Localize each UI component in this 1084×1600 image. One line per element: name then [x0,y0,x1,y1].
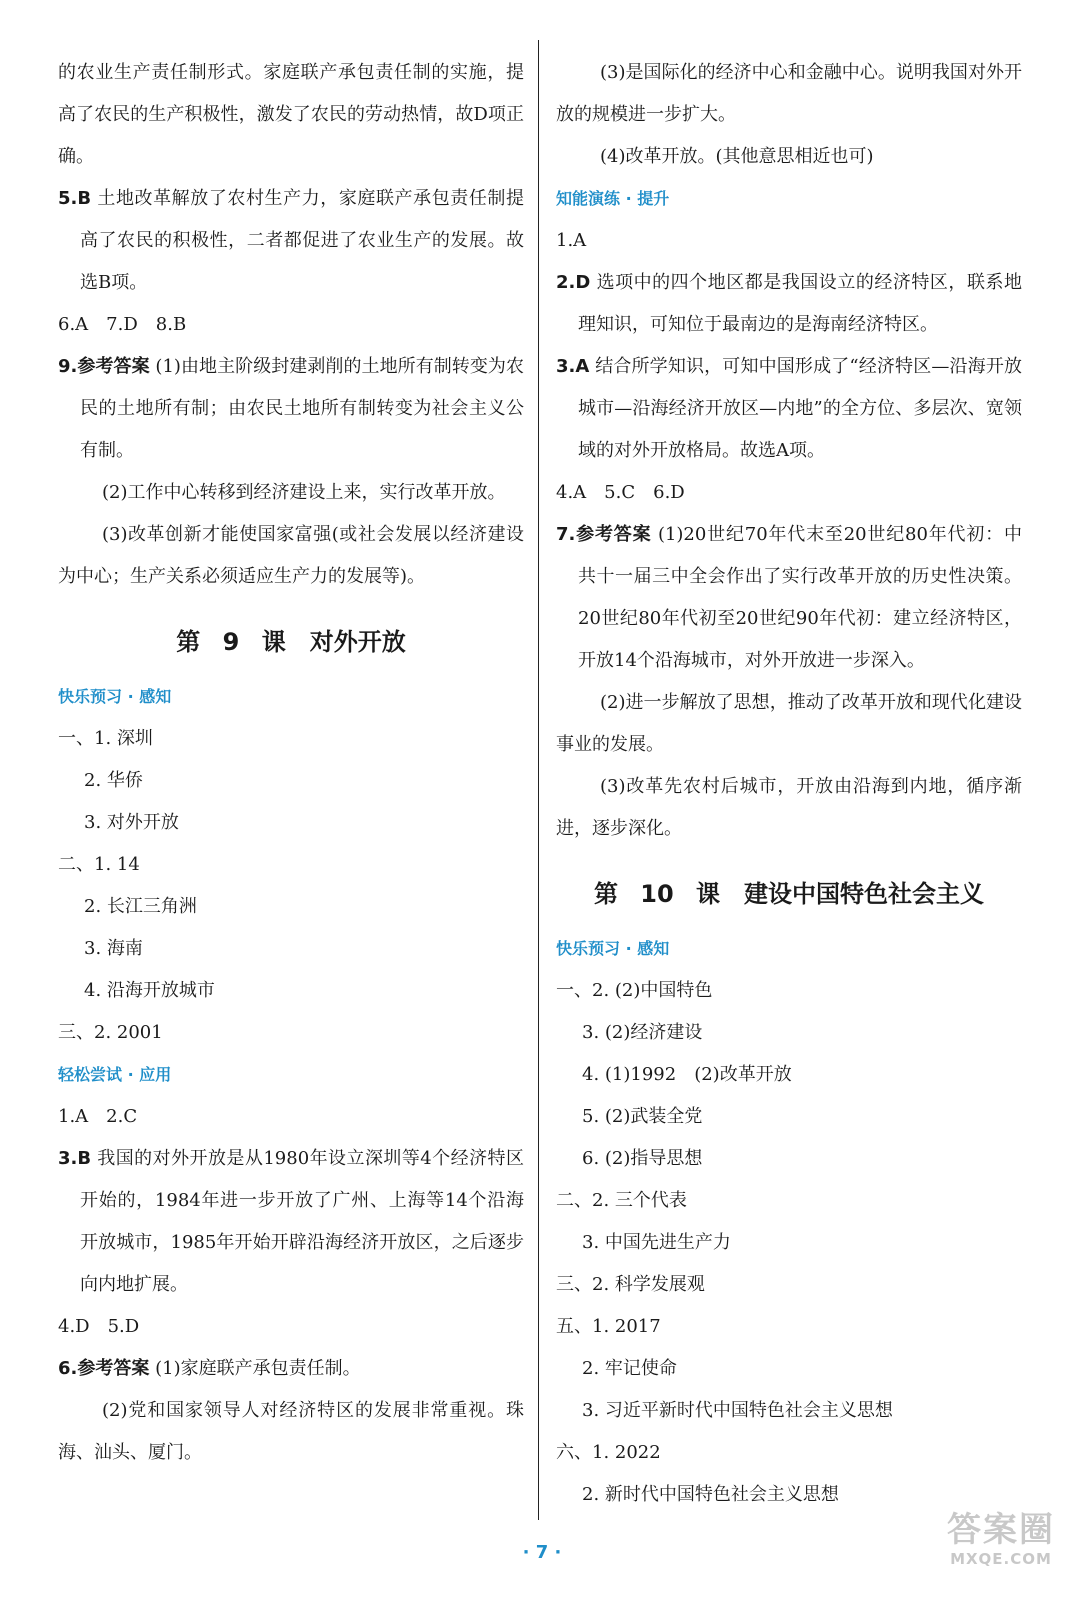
answer-item [556,514,1022,682]
watermark-logo [936,1510,1066,1582]
page-number: · 7 · [522,1542,562,1563]
answer-line: 的农业生产责任制形式。家庭联产承包责任制的实施，提高了农民的生产积极性，激发了农民的劳动热情，故D项正确。 [58,62,524,167]
answer-line: 2. 华侨 [84,770,143,791]
watermark-site: MXQE.COM [950,1550,1052,1568]
answer-number: 6.参考答案 [58,1358,150,1379]
lesson-title: 第 10 课 建设中国特色社会主义 [593,880,985,908]
answer-item [58,1348,524,1390]
answer-item [556,346,1022,472]
answer-paragraph: (3)是国际化的经济中心和金融中心。说明我国对外开放的规模进一步扩大。 [556,62,1022,125]
answer-text: (1)家庭联产承包责任制。 [155,1358,361,1379]
answer-line: 2. 长江三角洲 [84,896,197,917]
answer-line: 1.A [556,230,587,251]
answer-line: 五、1. 2017 [556,1316,661,1337]
answer-number: 5.B [58,188,92,209]
answer-line: 3. 海南 [84,938,143,959]
answer-line: 2. 牢记使命 [582,1358,677,1379]
answer-paragraph: (3)改革创新才能使国家富强(或社会发展以经济建设为中心；生产关系必须适应生产力的发展等)。 [58,524,524,587]
answer-number: 3.B [58,1148,92,1169]
answer-item [58,1138,524,1306]
watermark-text: 答案圈 [947,1510,1055,1550]
answer-paragraph: (3)改革先农村后城市，开放由沿海到内地，循序渐进，逐步深化。 [556,776,1022,839]
answer-item [556,262,1022,346]
column-divider [538,40,539,1520]
answer-line: 4. (1)1992 (2)改革开放 [582,1064,792,1085]
answer-text: (1)20世纪70年代末至20世纪80年代初：中共十一届三中全会作出了实行改革开放的历史性决策。20世纪80年代初至20世纪90年代初：建立经济特区，开放14个沿海城市，对外开放进一步深入。 [578,524,1022,671]
answer-line: 2. 新时代中国特色社会主义思想 [582,1484,839,1505]
answer-text: 选项中的四个地区都是我国设立的经济特区，联系地理知识，可知位于最南边的是海南经济特区。 [578,272,1022,335]
answer-line: 6. (2)指导思想 [582,1148,703,1169]
left-column [58,52,524,1474]
section-heading: 知能演练 · 提升 [556,189,670,208]
answer-line: 三、2. 科学发展观 [556,1274,705,1295]
answer-line: 4.D 5.D [58,1316,140,1337]
answer-number: 9.参考答案 [58,356,150,377]
section-heading: 快乐预习 · 感知 [58,687,172,706]
answer-paragraph: (4)改革开放。(其他意思相近也可) [600,146,874,167]
answer-number: 3.A [556,356,590,377]
answer-line: 三、2. 2001 [58,1022,163,1043]
answer-line: 6.A 7.D 8.B [58,314,187,335]
answer-line: 3. 习近平新时代中国特色社会主义思想 [582,1400,893,1421]
answer-paragraph: (2)工作中心转移到经济建设上来，实行改革开放。 [102,482,506,503]
answer-line: 5. (2)武装全党 [582,1106,703,1127]
answer-line: 3. 对外开放 [84,812,179,833]
answer-line: 二、1. 14 [58,854,140,875]
answer-paragraph: (2)党和国家领导人对经济特区的发展非常重视。珠海、汕头、厦门。 [58,1400,524,1463]
answer-line: 3. 中国先进生产力 [582,1232,731,1253]
answer-text: 我国的对外开放是从1980年设立深圳等4个经济特区开始的，1984年进一步开放了广州、上海等14个沿海开放城市，1985年开始开辟沿海经济开放区，之后逐步向内地扩展。 [80,1148,524,1295]
section-heading: 轻松尝试 · 应用 [58,1065,172,1084]
answer-paragraph: (2)进一步解放了思想，推动了改革开放和现代化建设事业的发展。 [556,692,1022,755]
section-heading: 快乐预习 · 感知 [556,939,670,958]
answer-line: 1.A 2.C [58,1106,138,1127]
answer-line: 六、1. 2022 [556,1442,661,1463]
answer-text: 结合所学知识，可知中国形成了“经济特区—沿海开放城市—沿海经济开放区—内地”的全方位、多层次、宽领域的对外开放格局。故选A项。 [578,356,1022,461]
answer-line: 一、2. (2)中国特色 [556,980,713,1001]
answer-item [58,178,524,304]
answer-line: 3. (2)经济建设 [582,1022,703,1043]
right-column [556,52,1022,1516]
answer-number: 2.D [556,272,591,293]
answer-text: 土地改革解放了农村生产力，家庭联产承包责任制提高了农民的积极性，二者都促进了农业生产的发展。故选B项。 [80,188,524,293]
lesson-title: 第 9 课 对外开放 [176,628,406,656]
answer-line: 二、2. 三个代表 [556,1190,687,1211]
answer-number: 7.参考答案 [556,524,652,545]
answer-line: 一、1. 深圳 [58,728,153,749]
answer-text: (1)由地主阶级封建剥削的土地所有制转变为农民的土地所有制；由农民土地所有制转变为社会主义公有制。 [80,356,524,461]
answer-line: 4.A 5.C 6.D [556,482,685,503]
answer-item [58,346,524,472]
answer-line: 4. 沿海开放城市 [84,980,215,1001]
